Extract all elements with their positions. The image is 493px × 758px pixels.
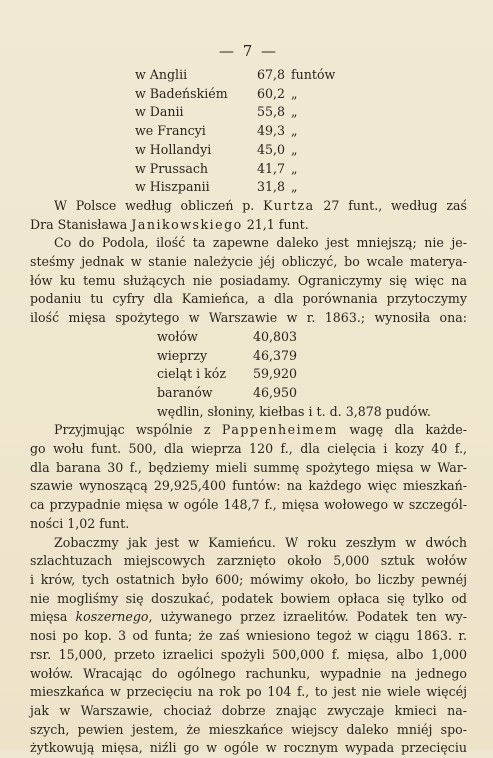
author-name: Janikowskiego	[131, 216, 243, 232]
stat-row	[30, 178, 467, 197]
stat-country: w Danii	[135, 104, 184, 120]
table-row	[30, 347, 467, 366]
text-line: ca przypadnie mięsa w ogóle 148,7 f., mięsa wołowego w szczegól-	[30, 497, 467, 513]
stat-country: we Francyi	[135, 123, 206, 139]
stat-value: 60,2	[256, 85, 285, 101]
page-number: — 7 —	[218, 42, 279, 60]
stat-row	[30, 141, 467, 160]
text-line: Co do Podola, ilość ta zapewne daleko jest mniejszą; nie je-	[54, 235, 467, 251]
text-line: rsr. 15,000, przeto izraelici spożyli 500,000 f. mięsa, albo 1,000	[30, 646, 467, 662]
stat-unit: funtów	[291, 67, 336, 82]
stat-value: 31,8	[256, 179, 285, 195]
stat-unit: „	[291, 104, 298, 120]
emphasis: koszernego	[75, 609, 149, 625]
stat-row	[30, 85, 467, 104]
paragraph-kamieniec	[30, 534, 467, 758]
stat-country: w Hollandyi	[135, 141, 212, 157]
stat-value: 49,3	[256, 123, 285, 139]
author-name: Pappenheimem	[221, 422, 338, 438]
text-line: go wołu funt. 500, dla wieprza 120 f., dla cielęcia i kozy 40 f.,	[30, 441, 467, 457]
text-line: żytkowują mięsa, niźli go w ogóle w rocznym wypada przecięciu	[30, 740, 467, 756]
text-line: Dra Stanisława Janikowskiego 21,1 funt.	[30, 216, 309, 232]
text-line: ilość mięsa spożytego w Warszawie w r. 1863.; wynosiła ona:	[30, 310, 467, 326]
text-line: nosi po kop. 3 od funta; że zaś wniesiono tegoż w ciągu 1863. r.	[30, 628, 467, 644]
stat-country: w Prussach	[135, 160, 208, 176]
stat-row	[30, 122, 467, 141]
text-line: Zobaczmy jak jest w Kamieńcu. W roku zeszłym w dwóch	[54, 534, 467, 550]
stat-unit: „	[291, 85, 298, 101]
paragraph-calculation	[30, 421, 467, 533]
table-row	[30, 384, 467, 403]
table-value: 59,920	[253, 366, 298, 382]
table-value: 46,950	[253, 384, 298, 400]
stat-unit: „	[291, 141, 298, 157]
text-line: mięsa koszernego, używanego przez izraelitów. Podatek ten wy-	[30, 609, 467, 625]
text-line: dla barana 30 f., będziemy mieli summę spożytego mięsa w War-	[30, 459, 467, 475]
stat-row	[30, 160, 467, 179]
text-line: wołów. Wracając do ogólnego rachunku, wypadnie na jednego	[30, 665, 467, 681]
country-stats-list	[30, 66, 467, 197]
table-item: wołów	[157, 328, 198, 344]
text-line: ności 1,02 funt.	[30, 515, 130, 531]
stat-value: 41,7	[256, 160, 285, 176]
table-item: wieprzy	[157, 347, 208, 363]
stat-value: 67,8	[256, 67, 285, 82]
stat-unit: „	[291, 160, 298, 176]
stat-country: w Anglii	[135, 67, 188, 82]
text-line: szych, pewien jestem, że mieszkańce wiejscy daleko mniéj spo-	[30, 721, 467, 737]
stat-row	[30, 66, 467, 85]
stat-country: w Badeńskiém	[135, 85, 228, 101]
text-line: Przyjmując wspólnie z Pappenheimem wagę dla każde-	[54, 422, 467, 438]
stat-unit: „	[291, 123, 298, 139]
text-line: szawie wynoszącą 29,925,400 funtów: na każdego więc mieszkań-	[30, 478, 467, 494]
text-line: i krów, tych ostatnich było 600; mówimy około, bo liczby pewnéj	[30, 571, 467, 587]
warsaw-meat-table	[30, 328, 467, 422]
stat-row	[30, 103, 467, 122]
text-line: nie mogliśmy się doszukać, podatek bowiem opłaca się tylko od	[30, 590, 467, 606]
table-tail: wędlin, słoniny, kiełbas i t. d. 3,878 pudów.	[157, 403, 431, 419]
text-line: szlachtuzach miejscowych zarznięto około 5,000 sztuk wołów	[30, 553, 467, 569]
text-line: mieszkańca w przecięciu na rok po 104 f., to jest nie wiele więcéj	[30, 684, 467, 700]
table-value: 46,379	[253, 347, 298, 363]
table-value: 40,803	[253, 328, 298, 344]
text-line: podaniu tu cyfry dla Kamieńca, a dla porównania przytoczymy	[30, 291, 467, 307]
stat-value: 55,8	[256, 104, 285, 120]
author-name: Kurtza	[263, 197, 315, 213]
paragraph-poland	[30, 197, 467, 234]
text-line: W Polsce według obliczeń p. Kurtza 27 funt., według zaś	[54, 197, 467, 213]
table-row	[30, 365, 467, 384]
table-item: cieląt i kóz	[157, 366, 227, 382]
table-item: baranów	[157, 384, 213, 400]
stat-country: w Hiszpanii	[135, 179, 210, 195]
stat-unit: „	[291, 179, 298, 195]
text-line: jak w Warszawie, chociaż dobrze znając zwyczaje kmieci na-	[30, 702, 467, 718]
text-line: łów ku temu służących nie posiadamy. Ograniczymy się więc na	[30, 272, 467, 288]
stat-value: 45,0	[256, 141, 285, 157]
text-line: steśmy jednak w stanie należycie jéj obliczyć, bo wcale materya-	[30, 254, 467, 270]
paragraph-podolia	[30, 234, 467, 328]
table-row	[30, 328, 467, 347]
